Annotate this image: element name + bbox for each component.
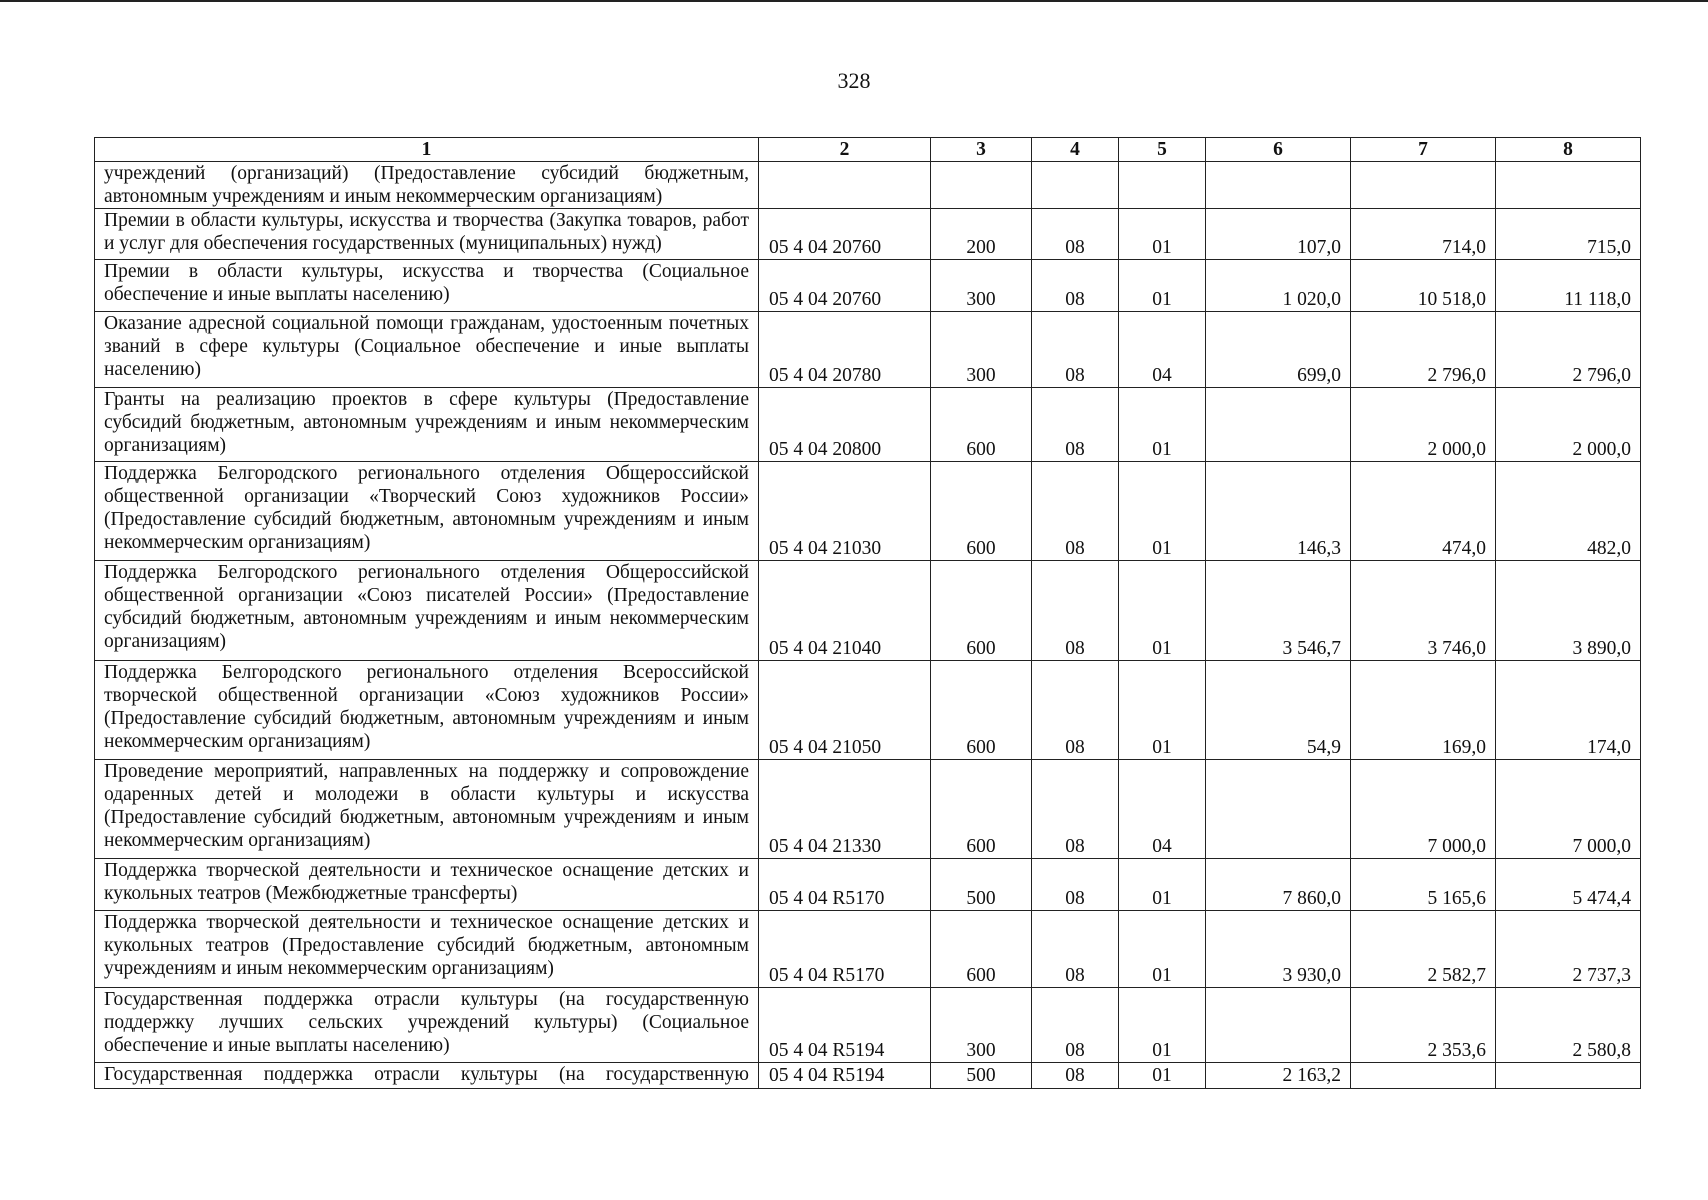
- column-header-2: 2: [759, 138, 931, 162]
- section-code: 08: [1032, 661, 1119, 760]
- expense-type-code: 600: [931, 760, 1032, 859]
- amount-col-8: 2 000,0: [1496, 388, 1641, 462]
- amount-col-8: 2 796,0: [1496, 312, 1641, 388]
- amount-col-6: 699,0: [1206, 312, 1351, 388]
- subsection-code: 01: [1119, 260, 1206, 312]
- subsection-code: 01: [1119, 561, 1206, 661]
- column-header-1: 1: [95, 138, 759, 162]
- table-row: [95, 209, 1641, 260]
- row-description: Поддержка Белгородского регионального отделения Всероссийской творческой общественной организации «Союз художников России» (Предоставление субсидий бюджетным, автономным учреждениям и иным некоммерческим организациям): [95, 661, 759, 760]
- target-article-code: 05 4 04 R5170: [759, 911, 931, 988]
- section-code: 08: [1032, 561, 1119, 661]
- expense-type-code: 500: [931, 1063, 1032, 1089]
- section-code: 08: [1032, 1063, 1119, 1089]
- expense-type-code: 300: [931, 260, 1032, 312]
- amount-col-8: 2 580,8: [1496, 988, 1641, 1063]
- amount-col-8: 174,0: [1496, 661, 1641, 760]
- row-description: Поддержка творческой деятельности и техническое оснащение детских и кукольных театров (Предоставление субсидий бюджетным, автономным учреждениям и иным некоммерческим организациям): [95, 911, 759, 988]
- amount-col-6: 107,0: [1206, 209, 1351, 260]
- section-code: 08: [1032, 312, 1119, 388]
- amount-col-8: 715,0: [1496, 209, 1641, 260]
- amount-col-6: 146,3: [1206, 462, 1351, 561]
- amount-col-6: 1 020,0: [1206, 260, 1351, 312]
- section-code: 08: [1032, 988, 1119, 1063]
- amount-col-7: 5 165,6: [1351, 859, 1496, 911]
- subsection-code: 01: [1119, 859, 1206, 911]
- table-row: [95, 162, 1641, 209]
- table-row: [95, 260, 1641, 312]
- amount-col-7: 3 746,0: [1351, 561, 1496, 661]
- budget-table: [94, 137, 1641, 1089]
- amount-col-8: 11 118,0: [1496, 260, 1641, 312]
- column-header-4: 4: [1032, 138, 1119, 162]
- subsection-code: 01: [1119, 988, 1206, 1063]
- target-article-code: 05 4 04 20760: [759, 209, 931, 260]
- column-header-3: 3: [931, 138, 1032, 162]
- section-code: 08: [1032, 760, 1119, 859]
- amount-col-7: 2 000,0: [1351, 388, 1496, 462]
- table-row: [95, 462, 1641, 561]
- expense-type-code: 600: [931, 388, 1032, 462]
- amount-col-8: 5 474,4: [1496, 859, 1641, 911]
- subsection-code: 04: [1119, 760, 1206, 859]
- expense-type-code: 200: [931, 209, 1032, 260]
- amount-col-7: 169,0: [1351, 661, 1496, 760]
- amount-col-7: 10 518,0: [1351, 260, 1496, 312]
- amount-col-8: 2 737,3: [1496, 911, 1641, 988]
- amount-col-7: [1351, 1063, 1496, 1089]
- amount-col-6: 3 546,7: [1206, 561, 1351, 661]
- row-description: Поддержка Белгородского регионального отделения Общероссийской общественной организации «Союз писателей России» (Предоставление субсидий бюджетным, автономным учреждениям и иным некоммерческим организациям): [95, 561, 759, 661]
- amount-col-8: 3 890,0: [1496, 561, 1641, 661]
- row-description: Поддержка творческой деятельности и техническое оснащение детских и кукольных театров (Межбюджетные трансферты): [95, 859, 759, 911]
- amount-col-8: 482,0: [1496, 462, 1641, 561]
- section-code: [1032, 162, 1119, 209]
- table-row: [95, 661, 1641, 760]
- target-article-code: 05 4 04 R5170: [759, 859, 931, 911]
- amount-col-8: [1496, 1063, 1641, 1089]
- expense-type-code: 600: [931, 661, 1032, 760]
- amount-col-8: 7 000,0: [1496, 760, 1641, 859]
- target-article-code: [759, 162, 931, 209]
- subsection-code: 04: [1119, 312, 1206, 388]
- amount-col-6: [1206, 388, 1351, 462]
- section-code: 08: [1032, 859, 1119, 911]
- row-description: Гранты на реализацию проектов в сфере культуры (Предоставление субсидий бюджетным, автономным учреждениям и иным некоммерческим организациям): [95, 388, 759, 462]
- amount-col-7: 714,0: [1351, 209, 1496, 260]
- row-description: Премии в области культуры, искусства и творчества (Закупка товаров, работ и услуг для обеспечения государственных (муниципальных) нужд): [95, 209, 759, 260]
- expense-type-code: 300: [931, 312, 1032, 388]
- section-code: 08: [1032, 388, 1119, 462]
- table-row: [95, 911, 1641, 988]
- table-row: [95, 312, 1641, 388]
- table-row: [95, 388, 1641, 462]
- amount-col-6: 3 930,0: [1206, 911, 1351, 988]
- target-article-code: 05 4 04 R5194: [759, 1063, 931, 1089]
- header-row: [95, 138, 1641, 162]
- subsection-code: 01: [1119, 388, 1206, 462]
- target-article-code: 05 4 04 20800: [759, 388, 931, 462]
- amount-col-7: 2 353,6: [1351, 988, 1496, 1063]
- amount-col-6: 54,9: [1206, 661, 1351, 760]
- section-code: 08: [1032, 209, 1119, 260]
- table-row: [95, 561, 1641, 661]
- table-row: [95, 760, 1641, 859]
- target-article-code: 05 4 04 20760: [759, 260, 931, 312]
- section-code: 08: [1032, 911, 1119, 988]
- column-header-6: 6: [1206, 138, 1351, 162]
- section-code: 08: [1032, 462, 1119, 561]
- column-header-7: 7: [1351, 138, 1496, 162]
- expense-type-code: 600: [931, 561, 1032, 661]
- row-description: Оказание адресной социальной помощи гражданам, удостоенным почетных званий в сфере культуры (Социальное обеспечение и иные выплаты населению): [95, 312, 759, 388]
- target-article-code: 05 4 04 21030: [759, 462, 931, 561]
- page-number: 328: [837, 68, 871, 93]
- row-description: Государственная поддержка отрасли культуры (на государственную поддержку лучших сельских учреждений культуры) (Социальное обеспечение и иные выплаты населению): [95, 988, 759, 1063]
- section-code: 08: [1032, 260, 1119, 312]
- table-row: [95, 988, 1641, 1063]
- expense-type-code: 500: [931, 859, 1032, 911]
- target-article-code: 05 4 04 20780: [759, 312, 931, 388]
- subsection-code: 01: [1119, 1063, 1206, 1089]
- subsection-code: 01: [1119, 462, 1206, 561]
- amount-col-8: [1496, 162, 1641, 209]
- subsection-code: 01: [1119, 911, 1206, 988]
- amount-col-7: 2 582,7: [1351, 911, 1496, 988]
- target-article-code: 05 4 04 21050: [759, 661, 931, 760]
- amount-col-7: 7 000,0: [1351, 760, 1496, 859]
- amount-col-6: 7 860,0: [1206, 859, 1351, 911]
- subsection-code: 01: [1119, 661, 1206, 760]
- expense-type-code: [931, 162, 1032, 209]
- amount-col-7: [1351, 162, 1496, 209]
- row-description: Государственная поддержка отрасли культуры (на государственную: [95, 1063, 759, 1089]
- amount-col-6: [1206, 988, 1351, 1063]
- amount-col-6: [1206, 760, 1351, 859]
- table-row: [95, 1063, 1641, 1089]
- target-article-code: 05 4 04 21330: [759, 760, 931, 859]
- subsection-code: [1119, 162, 1206, 209]
- expense-type-code: 600: [931, 911, 1032, 988]
- column-header-8: 8: [1496, 138, 1641, 162]
- row-description: Поддержка Белгородского регионального отделения Общероссийской общественной организации «Творческий Союз художников России» (Предоставление субсидий бюджетным, автономным учреждениям и иным некоммерческим организациям): [95, 462, 759, 561]
- table-row: [95, 859, 1641, 911]
- row-description: Премии в области культуры, искусства и творчества (Социальное обеспечение и иные выплаты населению): [95, 260, 759, 312]
- amount-col-6: [1206, 162, 1351, 209]
- target-article-code: 05 4 04 21040: [759, 561, 931, 661]
- expense-type-code: 600: [931, 462, 1032, 561]
- expense-type-code: 300: [931, 988, 1032, 1063]
- row-description: учреждений (организаций) (Предоставление субсидий бюджетным, автономным учреждениям и иным некоммерческим организациям): [95, 162, 759, 209]
- amount-col-7: 2 796,0: [1351, 312, 1496, 388]
- amount-col-6: 2 163,2: [1206, 1063, 1351, 1089]
- target-article-code: 05 4 04 R5194: [759, 988, 931, 1063]
- column-header-5: 5: [1119, 138, 1206, 162]
- subsection-code: 01: [1119, 209, 1206, 260]
- top-border-line: [0, 0, 1708, 2]
- row-description: Проведение мероприятий, направленных на поддержку и сопровождение одаренных детей и молодежи в области культуры и искусства (Предоставление субсидий бюджетным, автономным учреждениям и иным некоммерческим организациям): [95, 760, 759, 859]
- amount-col-7: 474,0: [1351, 462, 1496, 561]
